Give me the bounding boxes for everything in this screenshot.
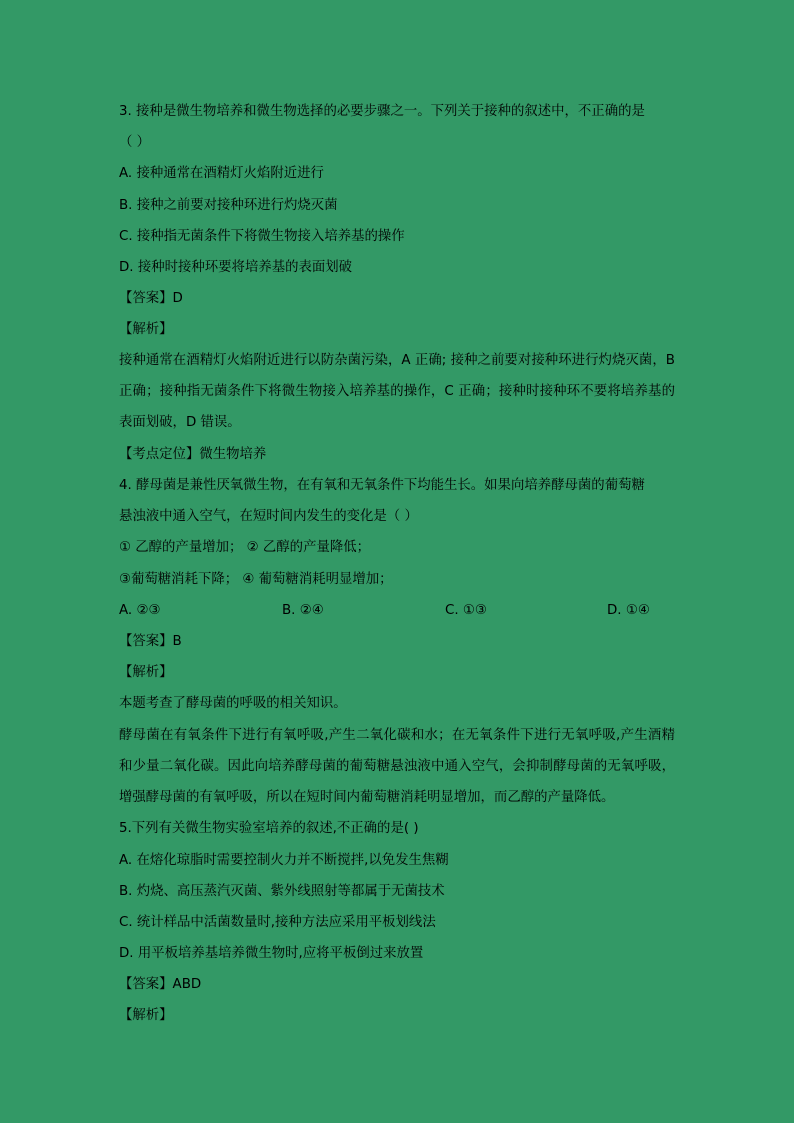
q5-stem: 5.下列有关微生物实验室培养的叙述,不正确的是( ) xyxy=(119,821,419,836)
q3-option-a: A. 接种通常在酒精灯火焰附近进行 xyxy=(119,166,324,181)
q3-option-b: B. 接种之前要对接种环进行灼烧灭菌 xyxy=(119,198,338,213)
q4-analysis-label: 【解析】 xyxy=(119,665,173,680)
q4-items-line2: ③葡萄糖消耗下降； ④ 葡萄糖消耗明显增加； xyxy=(119,572,393,587)
q5-option-d: D. 用平板培养基培养微生物时,应将平板倒过来放置 xyxy=(119,946,424,961)
q3-stem-line2: （ ） xyxy=(119,135,151,150)
q4-option-b: B. ②④ xyxy=(282,603,324,618)
q3-key-point: 【考点定位】微生物培养 xyxy=(119,447,267,462)
q4-analysis-intro: 本题考查了酵母菌的呼吸的相关知识。 xyxy=(119,696,347,711)
q4-options-row xyxy=(119,603,675,619)
q4-analysis-text: 酵母菌在有氧条件下进行有氧呼吸,产生二氧化碳和水；在无氧条件下进行无氧呼吸,产生酒精和少量二氧化碳。因此向培养酵母菌的葡萄糖悬浊液中通入空气，会抑制酵母菌的无氧呼吸，增强酵母菌的有氧呼吸，所以在短时间内葡萄糖消耗明显增加，而乙醇的产量降低。 xyxy=(119,728,675,805)
q5-option-a: A. 在熔化琼脂时需要控制火力并不断搅拌,以免发生焦糊 xyxy=(119,853,449,868)
q4-answer: 【答案】B xyxy=(119,634,182,649)
q5-analysis-label: 【解析】 xyxy=(119,1008,173,1023)
q4-option-a: A. ②③ xyxy=(119,603,161,618)
q3-answer: 【答案】D xyxy=(119,291,183,306)
q5-option-c: C. 统计样品中活菌数量时,接种方法应采用平板划线法 xyxy=(119,915,436,930)
q4-option-c: C. ①③ xyxy=(445,603,487,618)
q3-option-d: D. 接种时接种环要将培养基的表面划破 xyxy=(119,260,353,275)
q5-answer: 【答案】ABD xyxy=(119,977,202,992)
q3-option-c: C. 接种指无菌条件下将微生物接入培养基的操作 xyxy=(119,229,405,244)
q4-stem-line2: 悬浊液中通入空气，在短时间内发生的变化是（ ） xyxy=(119,509,418,524)
q4-option-d: D. ①④ xyxy=(607,603,650,618)
q5-option-b: B. 灼烧、高压蒸汽灭菌、紫外线照射等都属于无菌技术 xyxy=(119,884,445,899)
q3-analysis-label: 【解析】 xyxy=(119,322,173,337)
q3-analysis-text: 接种通常在酒精灯火焰附近进行以防杂菌污染，A 正确; 接种之前要对接种环进行灼烧灭菌，B 正确；接种指无菌条件下将微生物接入培养基的操作，C 正确；接种时接种环不要将培养基的表面划破，D 错误。 xyxy=(119,353,675,430)
q4-stem-line1: 4. 酵母菌是兼性厌氧微生物，在有氧和无氧条件下均能生长。如果向培养酵母菌的葡萄糖 xyxy=(119,478,645,493)
q4-items-line1: ① 乙醇的产量增加； ② 乙醇的产量降低； xyxy=(119,540,371,555)
q3-stem-line1: 3. 接种是微生物培养和微生物选择的必要步骤之一。下列关于接种的叙述中，不正确的是 xyxy=(119,104,645,119)
